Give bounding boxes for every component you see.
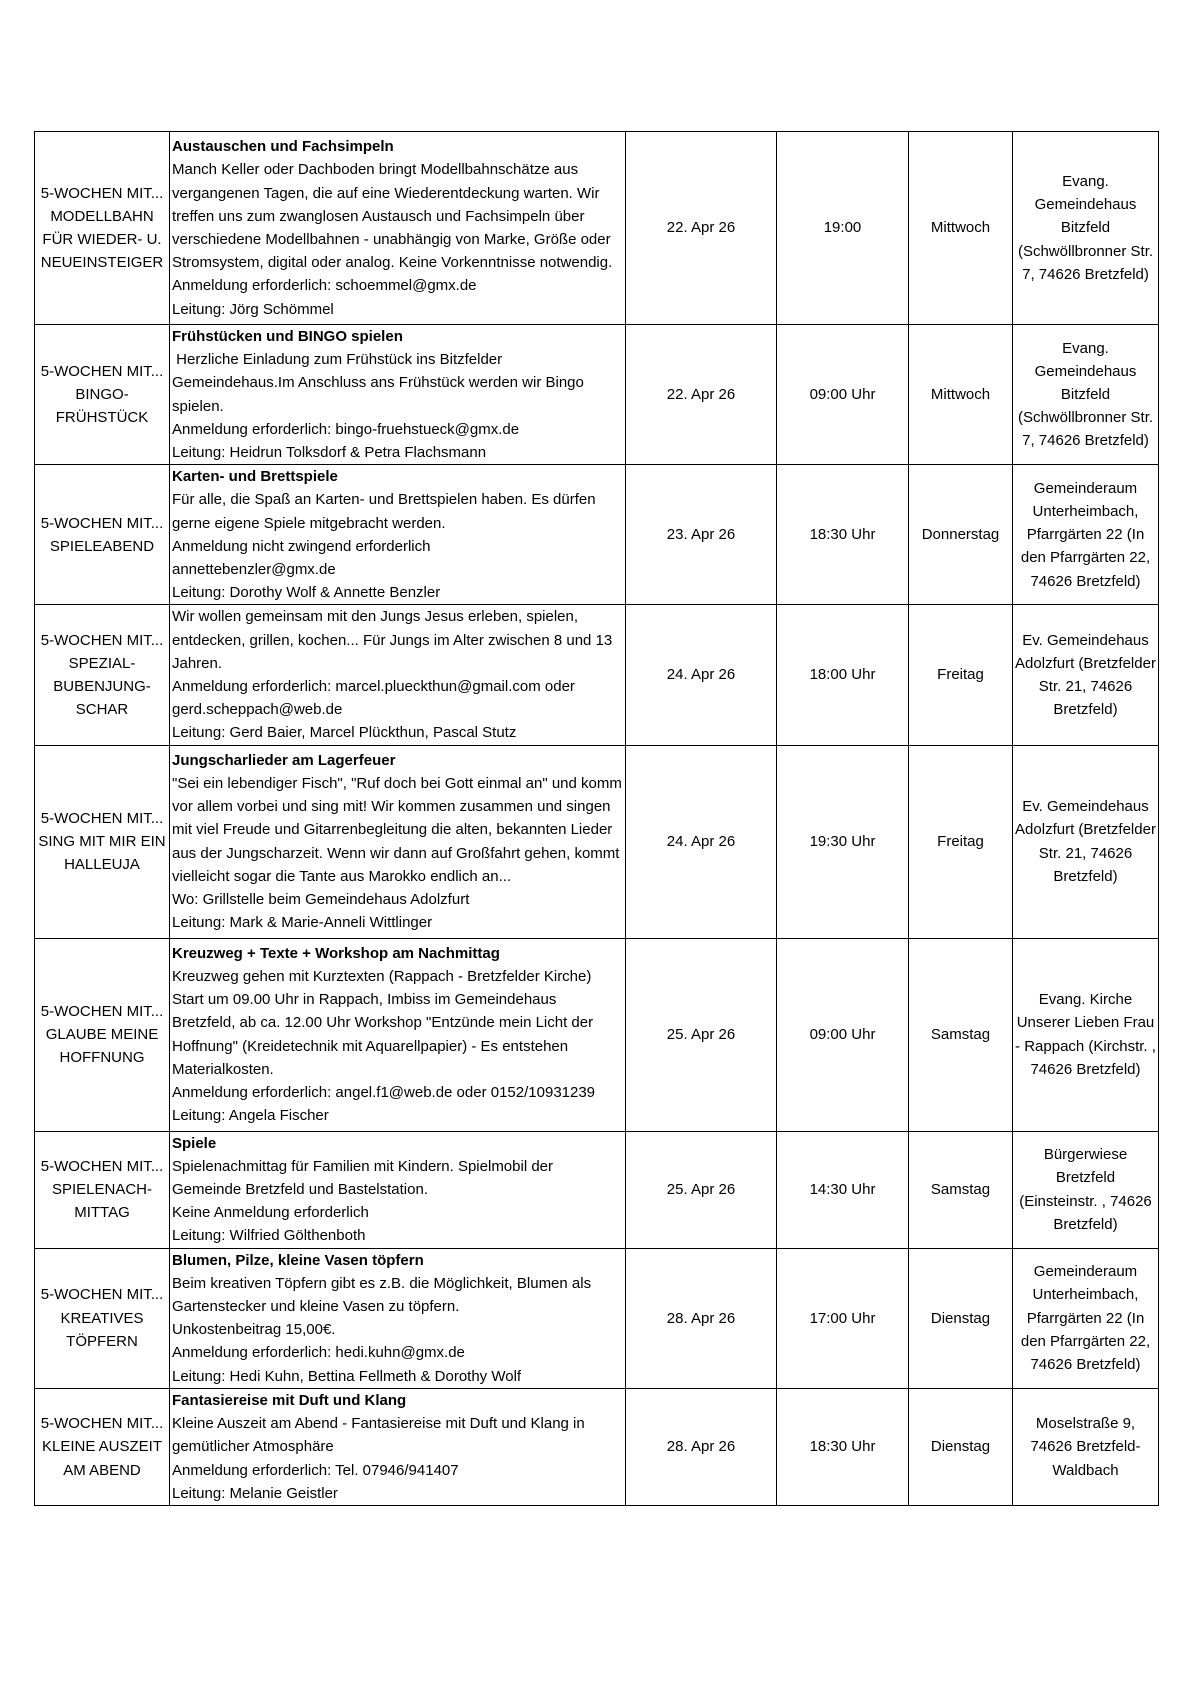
event-location: Evang. Kirche Unserer Lieben Frau - Rappach (Kirchstr. , 74626 Bretzfeld) (1013, 938, 1159, 1131)
event-weekday: Dienstag (909, 1388, 1013, 1505)
event-title: Spiele (172, 1134, 217, 1152)
event-description-line: Anmeldung erforderlich: bingo-fruehstueck@gmx.de (172, 420, 520, 438)
event-date: 28. Apr 26 (626, 1248, 777, 1388)
event-location: Bürgerwiese Bretzfeld (Einsteinstr. , 74626 Bretzfeld) (1013, 1131, 1159, 1248)
event-description-line: Leitung: Wilfried Gölthenboth (172, 1227, 366, 1245)
event-description-lines (172, 772, 627, 934)
event-date: 24. Apr 26 (626, 745, 777, 938)
event-category (35, 325, 170, 465)
event-category-text: 5-WOCHEN MIT... KLEINE AUSZEIT AM ABEND (40, 1415, 164, 1479)
event-row (35, 1388, 1159, 1505)
event-description-lines (172, 1155, 623, 1248)
event-title: Blumen, Pilze, kleine Vasen töpfern (172, 1251, 424, 1269)
event-description-line: Leitung: Gerd Baier, Marcel Plückthun, Pascal Stutz (172, 724, 517, 742)
event-category (35, 132, 170, 325)
document-page (34, 131, 1158, 1506)
event-description-line: Für alle, die Spaß an Karten- und Brettspielen haben. Es dürfen gerne eigene Spiele mitgebracht werden. (172, 491, 600, 532)
events-table (34, 131, 1159, 1506)
event-description-line: Leitung: Dorothy Wolf & Annette Benzler (172, 584, 441, 602)
event-time: 14:30 Uhr (777, 1131, 909, 1248)
event-location: Ev. Gemeindehaus Adolzfurt (Bretzfelder Str. 21, 74626 Bretzfeld) (1013, 605, 1159, 745)
event-category-text: 5-WOCHEN MIT... GLAUBE MEINE HOFFNUNG (40, 1002, 164, 1067)
event-title: Austauschen und Fachsimpeln (172, 138, 394, 156)
event-category-text: 5-WOCHEN MIT... SPEZIAL-BUBENJUNG-SCHAR (40, 631, 164, 719)
event-row (35, 605, 1159, 745)
event-time: 18:30 Uhr (777, 1388, 909, 1505)
event-location: Ev. Gemeindehaus Adolzfurt (Bretzfelder Str. 21, 74626 Bretzfeld) (1013, 745, 1159, 938)
event-category (35, 1131, 170, 1248)
event-location: Gemeinderaum Unterheimbach, Pfarrgärten 22 (In den Pfarrgärten 22, 74626 Bretzfeld) (1013, 1248, 1159, 1388)
event-location: Gemeinderaum Unterheimbach, Pfarrgärten 22 (In den Pfarrgärten 22, 74626 Bretzfeld) (1013, 465, 1159, 605)
event-description-lines (172, 1412, 623, 1505)
event-description (170, 465, 626, 605)
event-description-line: Leitung: Hedi Kuhn, Bettina Fellmeth & Dorothy Wolf (172, 1367, 522, 1385)
event-time: 17:00 Uhr (777, 1248, 909, 1388)
event-title: Karten- und Brettspiele (172, 468, 338, 486)
event-description (170, 745, 626, 938)
event-description-line: Anmeldung erforderlich: marcel.plueckthun@gmail.com oder gerd.scheppach@web.de (172, 678, 580, 719)
event-row (35, 132, 1159, 325)
event-description-line: Anmeldung nicht zwingend erforderlich (172, 537, 431, 555)
event-description-line: Herzliche Einladung zum Frühstück ins Bitzfelder Gemeindehaus.Im Anschluss ans Frühstück werden wir Bingo spielen. (172, 351, 589, 415)
event-description-line: Leitung: Angela Fischer (172, 1107, 329, 1125)
event-description-line: Leitung: Heidrun Tolksdorf & Petra Flachsmann (172, 444, 487, 462)
event-weekday: Samstag (909, 938, 1013, 1131)
event-time: 09:00 Uhr (777, 325, 909, 465)
event-description-line: "Sei ein lebendiger Fisch", "Ruf doch bei Gott einmal an" und komm vor allem vorbei und sing mit! Wir kommen zusammen und singen mit viel Freude und Gitarrenbegleitung die alten, bekannten Lieder aus der Jungscharzeit. Wenn wir dann auf Großfahrt gehen, kommt vielleicht sogar die Tante aus Marokko endlich an... (172, 775, 627, 885)
event-weekday: Freitag (909, 605, 1013, 745)
event-description-lines (172, 965, 623, 1127)
event-row (35, 1248, 1159, 1388)
event-weekday: Dienstag (909, 1248, 1013, 1388)
event-date: 23. Apr 26 (626, 465, 777, 605)
event-date: 28. Apr 26 (626, 1388, 777, 1505)
event-description-lines (172, 348, 623, 464)
event-title: Frühstücken und BINGO spielen (172, 328, 403, 345)
event-description-lines (172, 488, 623, 604)
event-description-line: Unkostenbeitrag 15,00€. (172, 1321, 336, 1339)
event-title: Jungscharlieder am Lagerfeuer (172, 751, 396, 769)
event-row (35, 465, 1159, 605)
event-time: 19:30 Uhr (777, 745, 909, 938)
event-description-line: Anmeldung erforderlich: angel.f1@web.de oder 0152/10931239 (172, 1084, 596, 1102)
event-title: Fantasiereise mit Duft und Klang (172, 1391, 407, 1409)
event-description-line: Kreuzweg gehen mit Kurztexten (Rappach - Bretzfelder Kirche) Start um 09.00 Uhr in Rappach, Imbiss im Gemeindehaus Bretzfeld, ab ca. 12.00 Uhr Workshop "Entzünde mein Licht der Hoffnung" (Kreidetechnik mit Aquarellpapier) - Es entstehen Materialkosten. (172, 968, 598, 1078)
event-title: Kreuzweg + Texte + Workshop am Nachmittag (172, 944, 500, 962)
event-description (170, 1131, 626, 1248)
event-description-line: annettebenzler@gmx.de (172, 561, 336, 579)
event-time: 18:00 Uhr (777, 605, 909, 745)
event-description-line: Anmeldung erforderlich: schoemmel@gmx.de (172, 277, 477, 295)
event-category-text: 5-WOCHEN MIT... KREATIVES TÖPFERN (40, 1286, 164, 1350)
event-description-line: Manch Keller oder Dachboden bringt Modellbahnschätze aus vergangenen Tagen, die auf eine Wiederentdeckung warten. Wir treffen uns zum zwanglosen Austausch und Fachsimpeln über verschiedene Modellbahnen - unabhängig von Marke, Größe oder Stromsystem, digital oder analog. Keine Vorkenntnisse notwendig. (172, 161, 615, 272)
event-location: Evang. Gemeindehaus Bitzfeld (Schwöllbronner Str. 7, 74626 Bretzfeld) (1013, 325, 1159, 465)
event-time: 19:00 (777, 132, 909, 325)
event-description-line: Kleine Auszeit am Abend - Fantasiereise mit Duft und Klang in gemütlicher Atmosphäre (172, 1415, 589, 1456)
event-description-lines (172, 1272, 623, 1388)
event-row (35, 325, 1159, 465)
event-category (35, 938, 170, 1131)
event-category (35, 1248, 170, 1388)
event-description (170, 132, 626, 325)
event-description-line: Wir wollen gemeinsam mit den Jungs Jesus erleben, spielen, entdecken, grillen, kochen... Für Jungs im Alter zwischen 8 und 13 Jahren. (172, 608, 617, 672)
event-time: 09:00 Uhr (777, 938, 909, 1131)
event-category-text: 5-WOCHEN MIT... SING MIT MIR EIN HALLEUJA (38, 809, 166, 874)
event-weekday: Donnerstag (909, 465, 1013, 605)
event-description-lines (172, 158, 623, 320)
event-weekday: Freitag (909, 745, 1013, 938)
event-description-line: Spielenachmittag für Familien mit Kindern. Spielmobil der Gemeinde Bretzfeld und Bastelstation. (172, 1157, 558, 1199)
event-description-line: Beim kreativen Töpfern gibt es z.B. die Möglichkeit, Blumen als Gartenstecker und kleine Vasen zu töpfern. (172, 1274, 596, 1316)
event-date: 25. Apr 26 (626, 938, 777, 1131)
event-description-line: Leitung: Mark & Marie-Anneli Wittlinger (172, 914, 433, 932)
event-weekday: Mittwoch (909, 132, 1013, 325)
event-category (35, 605, 170, 745)
event-location: Moselstraße 9, 74626 Bretzfeld-Waldbach (1013, 1388, 1159, 1505)
event-description-line: Leitung: Jörg Schömmel (172, 300, 334, 318)
event-category-text: 5-WOCHEN MIT... SPIELENACH-MITTAG (40, 1157, 164, 1222)
event-description (170, 605, 626, 745)
event-description-line: Keine Anmeldung erforderlich (172, 1204, 369, 1222)
event-description-line: Anmeldung erforderlich: Tel. 07946/941407 (172, 1461, 459, 1479)
event-description (170, 1388, 626, 1505)
event-description (170, 1248, 626, 1388)
event-location: Evang. Gemeindehaus Bitzfeld (Schwöllbronner Str. 7, 74626 Bretzfeld) (1013, 132, 1159, 325)
event-date: 24. Apr 26 (626, 605, 777, 745)
event-description (170, 938, 626, 1131)
event-category (35, 465, 170, 605)
event-description-line: Anmeldung erforderlich: hedi.kuhn@gmx.de (172, 1344, 465, 1362)
event-weekday: Mittwoch (909, 325, 1013, 465)
event-description-line: Leitung: Melanie Geistler (172, 1484, 338, 1502)
event-description-lines (172, 605, 623, 744)
event-date: 25. Apr 26 (626, 1131, 777, 1248)
event-category (35, 745, 170, 938)
event-description (170, 325, 626, 465)
event-category (35, 1388, 170, 1505)
event-time: 18:30 Uhr (777, 465, 909, 605)
event-date: 22. Apr 26 (626, 325, 777, 465)
event-category-text: 5-WOCHEN MIT... MODELLBAHN FÜR WIEDER- U. NEUEINSTEIGER (40, 184, 164, 272)
event-category-text: 5-WOCHEN MIT... BINGO-FRÜHSTÜCK (40, 362, 164, 427)
event-description-line: Wo: Grillstelle beim Gemeindehaus Adolzfurt (172, 891, 470, 909)
event-date: 22. Apr 26 (626, 132, 777, 325)
event-row (35, 1131, 1159, 1248)
event-row (35, 745, 1159, 938)
event-row (35, 938, 1159, 1131)
event-category-text: 5-WOCHEN MIT... SPIELEABEND (40, 514, 164, 555)
event-weekday: Samstag (909, 1131, 1013, 1248)
